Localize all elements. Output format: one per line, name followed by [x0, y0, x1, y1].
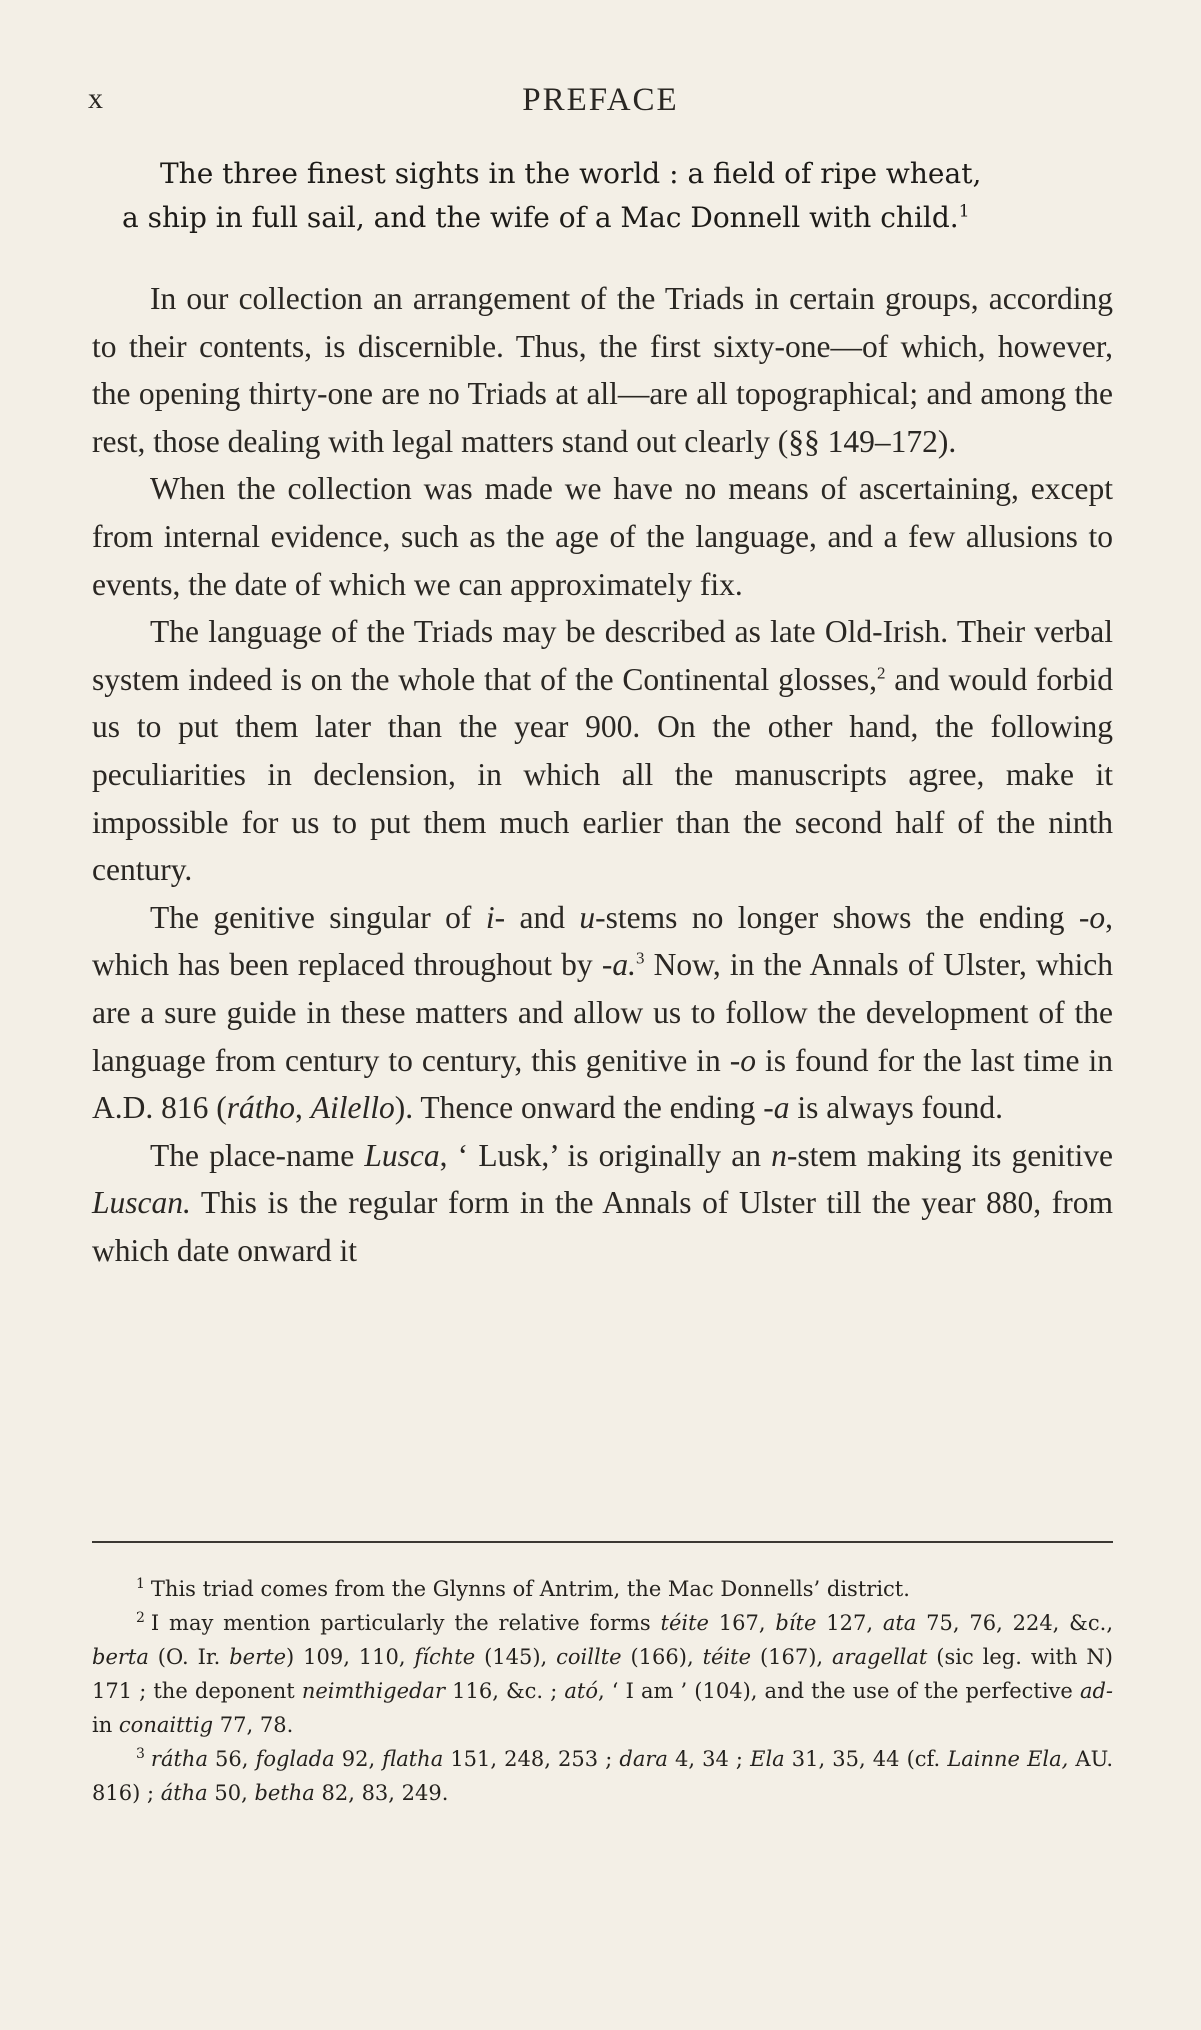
p5-d: This is the regular form in the Annals of Ulster till the year 880, from which date onward it	[92, 1185, 1113, 1268]
fn2-coillte: coillte	[556, 1645, 622, 1669]
fn2-neimthigedar: neimthigedar	[301, 1679, 445, 1703]
p4-ending-a: -a.	[601, 947, 636, 983]
p4-ending-o-2: -o	[729, 1042, 756, 1078]
footnote-rule	[92, 1541, 1113, 1543]
p4-a: The genitive singular of	[150, 899, 486, 935]
fn2-h: (166),	[621, 1645, 703, 1669]
footnote-ref-3: 3	[635, 948, 645, 968]
fn2-m: , ‘ I am ’ (104), and the use of the perfective	[598, 1679, 1080, 1703]
fn2-b: 167,	[708, 1611, 776, 1635]
footnotes	[92, 1572, 1113, 1810]
fn2-l: 116, &c. ;	[445, 1679, 565, 1703]
p4-u-stem: u-	[579, 899, 606, 935]
p4-ending-a-2: -a	[763, 1090, 790, 1126]
page-number: x	[88, 82, 104, 115]
fn2-j: (167),	[751, 1645, 833, 1669]
footnote-1-text: This triad comes from the Glynns of Antrim, the Mac Donnells’ district.	[150, 1577, 910, 1601]
p4-i-stem: i-	[485, 899, 506, 935]
fn2-c: 127,	[816, 1611, 883, 1635]
epigraph-line-2-text: a ship in full sail, and the wife of a Mac Donnell with child.	[122, 201, 959, 234]
p4-ending-o: -o	[1078, 899, 1106, 935]
fn3-h: 82, 83, 249.	[314, 1781, 449, 1805]
fn3-lainne-ela: Lainne Ela,	[947, 1747, 1069, 1771]
fn2-f: ) 109, 110,	[286, 1645, 415, 1669]
p4-h: ). Thence onward the ending	[394, 1090, 764, 1126]
fn3-g: 50,	[207, 1781, 255, 1805]
p4-b: and	[505, 899, 580, 935]
p4-ailello: Ailello	[310, 1090, 395, 1126]
paragraph-2: When the collection was made we have no means of ascertaining, except from internal evidence, such as the age of the language, and a few allusions to events, the date of which we can approximately fix.	[92, 471, 1113, 602]
fn3-betha: betha	[254, 1781, 315, 1805]
fn2-d: 75, 76, 224, &c.,	[916, 1611, 1113, 1635]
paragraph-3-part-1: The language of the Triads may be described as late Old-Irish. Their verbal system indeed is on the whole that of the Continental glosses,	[92, 614, 1113, 697]
footnote-2-number: 2	[136, 1610, 145, 1626]
p5-lusca: Lusca	[364, 1137, 440, 1173]
p5-n: n	[771, 1137, 787, 1173]
fn2-teite: téite	[660, 1611, 709, 1635]
p4-f: is found for the last time in A.D. 816 (	[92, 1042, 1113, 1126]
fn3-dara: dara	[619, 1747, 668, 1771]
body-text	[92, 275, 1113, 1274]
p4-c: stems no longer shows the ending	[605, 899, 1079, 935]
footnote-1	[92, 1572, 1113, 1606]
fn2-n: in	[92, 1713, 119, 1737]
epigraph-line-1: The three finest sights in the world : a field of ripe wheat,	[160, 157, 982, 190]
fn3-d: 4, 34 ;	[667, 1747, 751, 1771]
paragraph-1: In our collection an arrangement of the Triads in certain groups, according to their contents, is discernible. Thus, the first sixty-one—of which, however, the opening thirty-one are no Triads at all—are all topographical; and among the rest, those dealing with legal matters stand out clearly (§§ 149–172).	[92, 281, 1113, 459]
p5-luscan: Luscan.	[92, 1185, 191, 1221]
fn3-ratha: rátha	[150, 1747, 208, 1771]
paragraph-3	[92, 608, 1113, 894]
epigraph-line-2	[122, 196, 1110, 240]
fn2-ato: ató	[564, 1679, 599, 1703]
p4-g: ,	[295, 1090, 311, 1126]
fn2-o: 77, 78.	[213, 1713, 294, 1737]
fn3-b: 92,	[334, 1747, 383, 1771]
fn3-e: 31, 35, 44 (cf.	[784, 1747, 948, 1771]
p5-b: , ‘ Lusk,’ is originally an	[439, 1137, 772, 1173]
page-header	[88, 82, 1113, 122]
fn2-g: (145),	[475, 1645, 557, 1669]
fn3-atha: átha	[160, 1781, 208, 1805]
fn2-ata: ata	[882, 1611, 917, 1635]
p5-c: -stem making its genitive	[786, 1137, 1113, 1173]
fn3-c: 151, 248, 253 ;	[443, 1747, 620, 1771]
fn3-ela: Ela	[750, 1747, 785, 1771]
fn2-e: (O. Ir.	[148, 1645, 230, 1669]
fn2-berta: berta	[92, 1645, 149, 1669]
fn2-aragellat: aragellat	[832, 1645, 928, 1669]
epigraph-triad	[122, 152, 1110, 240]
paragraph-4	[92, 894, 1113, 1132]
footnote-2	[92, 1606, 1113, 1742]
p5-a: The place-name	[150, 1137, 365, 1173]
fn2-a: I may mention particularly the relative forms	[150, 1611, 661, 1635]
fn2-k: (sic leg. with N) 171 ; the deponent	[92, 1645, 1113, 1703]
footnote-ref-1: 1	[958, 201, 970, 222]
paragraph-3-part-2: and would forbid us to put them later than the year 900. On the other hand, the following peculiarities in declension, in which all the manuscripts agree, make it impossible for us to put them much earlier than the second half of the ninth century.	[92, 661, 1113, 888]
fn3-a: 56,	[207, 1747, 256, 1771]
p4-j: is always found.	[789, 1090, 1004, 1126]
fn3-flatha: flatha	[382, 1747, 444, 1771]
running-title: PREFACE	[522, 82, 679, 118]
fn3-foglada: foglada	[255, 1747, 335, 1771]
fn2-conaittig: conaittig	[118, 1713, 214, 1737]
footnote-3	[92, 1742, 1113, 1810]
fn2-teite-2: téite	[702, 1645, 752, 1669]
fn2-ad: ad-	[1079, 1679, 1113, 1703]
paragraph-5	[92, 1132, 1113, 1275]
fn2-fichte: fíchte	[414, 1645, 476, 1669]
footnote-3-number: 3	[136, 1746, 145, 1762]
fn2-bite: bíte	[775, 1611, 817, 1635]
fn2-berte: berte	[229, 1645, 286, 1669]
footnote-ref-2: 2	[876, 663, 886, 683]
fn3-f: AU. 816) ;	[92, 1747, 1114, 1805]
p4-ratho: rátho	[226, 1090, 296, 1126]
footnote-1-number: 1	[136, 1576, 145, 1592]
p4-d: , which has been replaced throughout by	[92, 899, 1114, 983]
p4-e: Now, in the Annals of Ulster, which are a sure guide in these matters and allow us to follow the development of the language from century to century, this genitive in	[92, 947, 1113, 1078]
